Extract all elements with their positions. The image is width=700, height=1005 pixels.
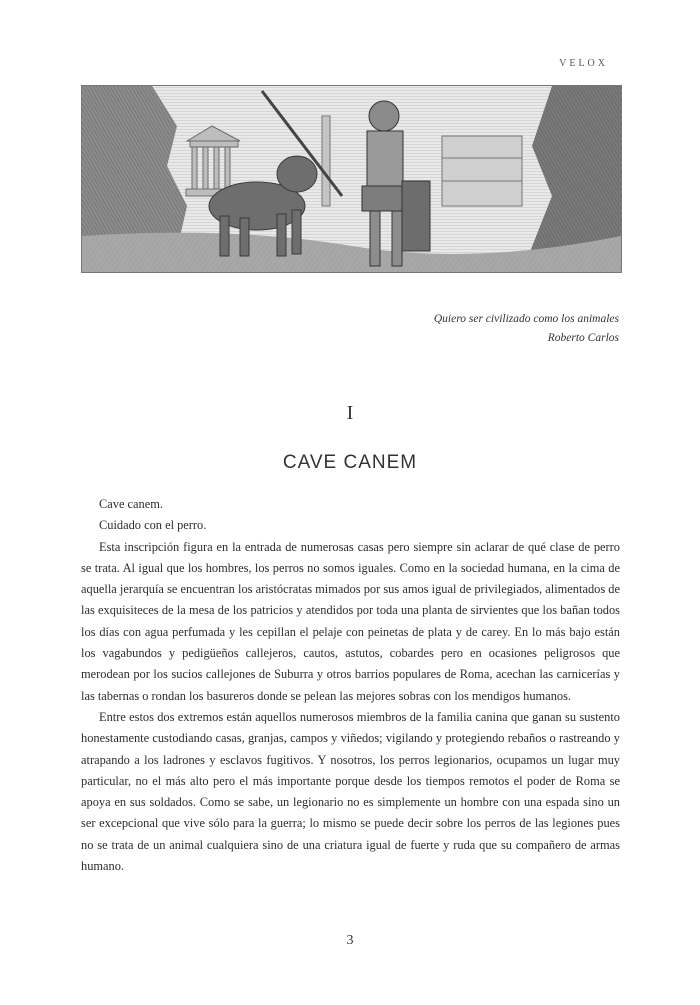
page-number: 3 (346, 933, 354, 948)
chapter-illustration (81, 85, 622, 273)
paragraph: Entre estos dos extremos están aquellos numerosos miembros de la familia canina que ganan su sustento honestamente custodiando casas, granjas, campos y viñedos; vigilando y protegiendo rebaños o rastreando y atrapando a los ladrones y esclavos fugitivos. Y nosotros, los perros legionarios, ocupamos un lugar muy particular, no el más alto pero el más importante porque desde los tiempos remotos el poder de Roma se apoya en sus soldados. Como se sabe, un legionario no es simplemente un hombre con una espada sino un ser excepcional que vive sólo para la guerra; lo mismo se puede decir sobre los perros de las legiones pues no se trata de un animal cualquiera sino de una criatura igual de fuerte y ruda que su compañero de armas humano. (81, 709, 620, 874)
chapter-title: CAVE CANEM (282, 452, 418, 473)
running-head: VELOX (559, 58, 608, 69)
paragraph: Esta inscripción figura en la entrada de numerosas casas pero siempre sin aclarar de qué clase de perro se trata. Al igual que los hombres, los perros no somos iguales. Como en la sociedad humana, en la cima de aquella jerarquía se encuentran los aristócratas mimados por sus amos igual de privilegiados, alimentados de las exquisiteces de la mesa de los patricios y atendidos por toda una planta de sirvientes que los bañan todos los días con agua perfumada y les cepillan el pelaje con peinetas de plata y de carey. En lo más bajo están los vagabundos y pedigüeños callejeros, cautos, astutos, cobardes pero en ocasiones peligrosos que merodean por los sucios callejones de Suburra y otros barrios populares de Roma, acechan las carnicerías y las tabernas o rondan los basureros donde se pelean las mejores sobras con los mendigos humanos. (81, 539, 620, 703)
paragraph: Cave canem. (99, 497, 163, 511)
epigraph (259, 310, 619, 348)
epigraph-author: Roberto Carlos (547, 332, 619, 344)
epigraph-quote: Quiero ser civilizado como los animales (433, 313, 619, 325)
chapter-number: I (346, 402, 354, 424)
body-text (81, 494, 620, 877)
paragraph: Cuidado con el perro. (99, 518, 207, 533)
roman-legionary-with-dog-engraving-icon (82, 86, 621, 272)
